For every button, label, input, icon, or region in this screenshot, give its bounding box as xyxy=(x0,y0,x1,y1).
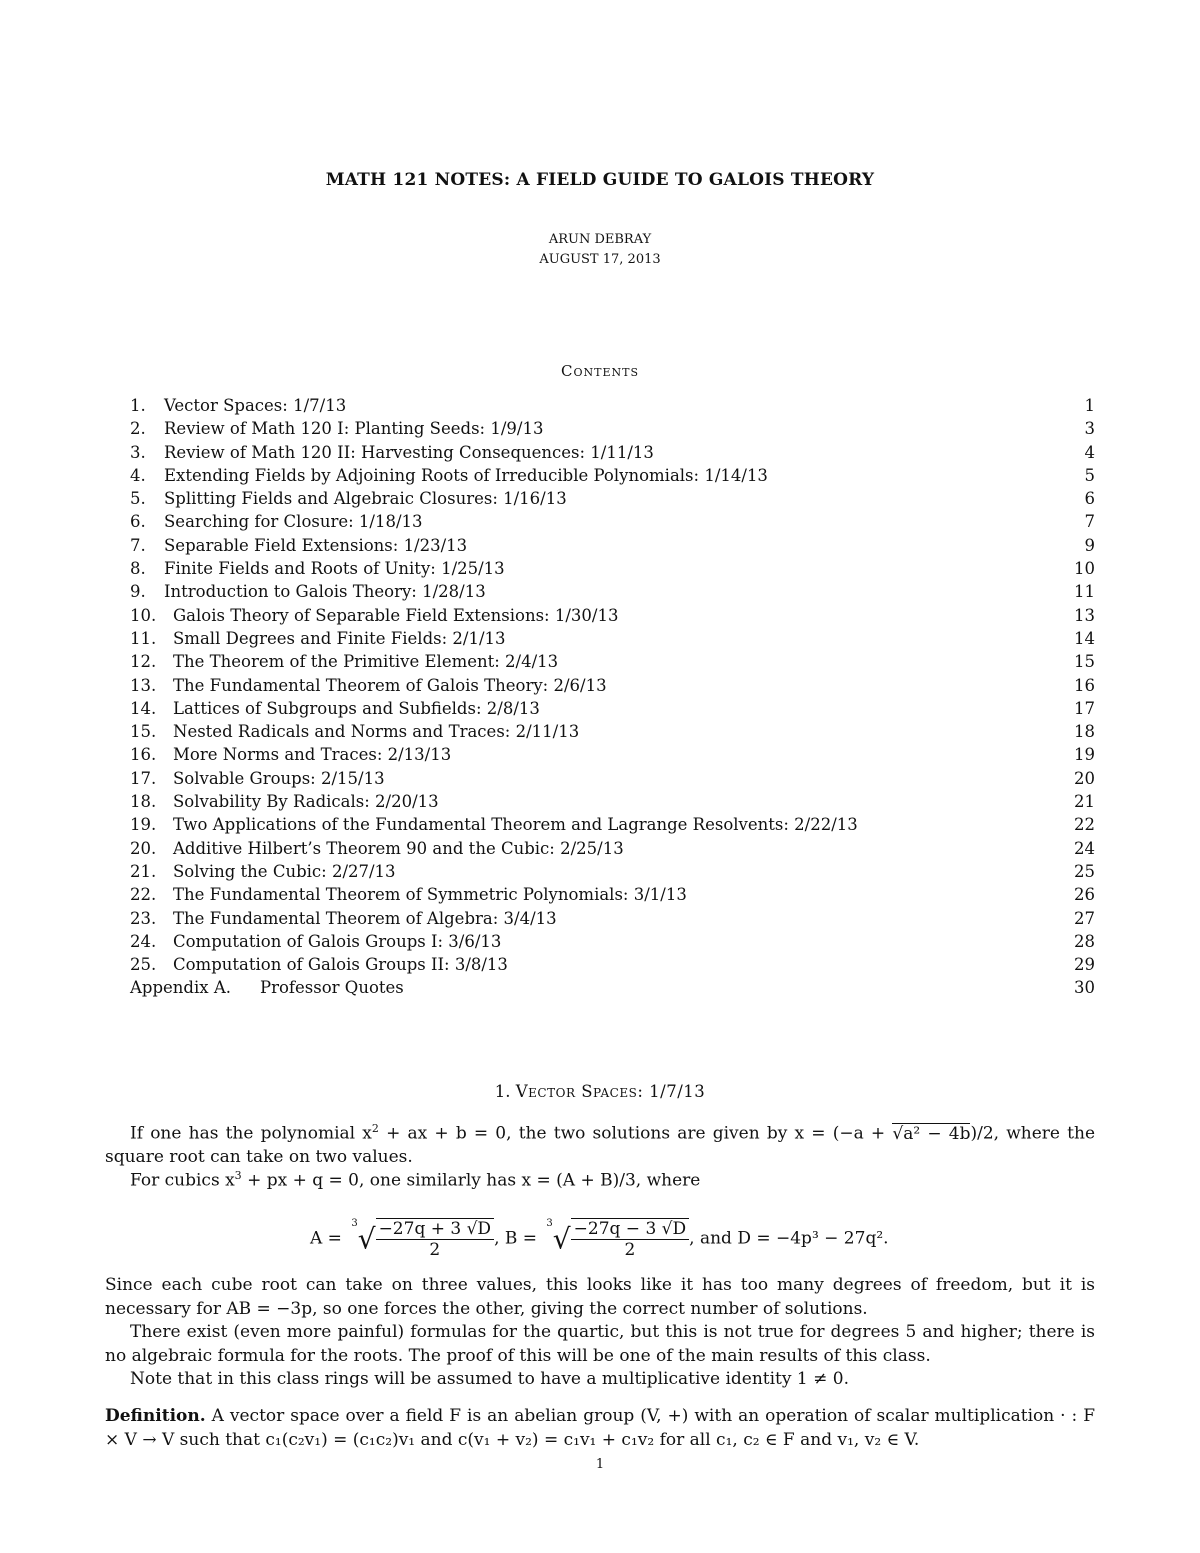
toc-entry[interactable] xyxy=(130,860,1095,883)
toc-entry-title: Splitting Fields and Algebraic Closures: 1/16/13 xyxy=(164,489,567,509)
toc-entry[interactable] xyxy=(130,767,1095,790)
page-number: 1 xyxy=(595,1457,605,1472)
toc-entry-number: 5. xyxy=(130,489,146,509)
toc-entry[interactable] xyxy=(130,907,1095,930)
toc-entry-title: Solvability By Radicals: 2/20/13 xyxy=(173,792,439,812)
toc-entry-page: 6 xyxy=(1084,489,1095,509)
toc-entry-number: 4. xyxy=(130,465,146,485)
author-name: ARUN DEBRAY xyxy=(548,232,652,247)
toc-entry-page: 22 xyxy=(1074,815,1095,835)
toc-entry[interactable] xyxy=(130,604,1095,627)
toc-entry-title: Lattices of Subgroups and Subfields: 2/8/13 xyxy=(173,698,540,718)
toc-entry-title: Additive Hilbert’s Theorem 90 and the Cubic: 2/25/13 xyxy=(173,838,624,858)
document-title: MATH 121 NOTES: A FIELD GUIDE TO GALOIS THEORY xyxy=(325,170,875,190)
toc-entry-page: 11 xyxy=(1074,582,1095,602)
toc-entry-number: 23. xyxy=(130,908,157,928)
toc-entry-page: 29 xyxy=(1074,955,1095,975)
toc-entry-page: 16 xyxy=(1074,675,1095,695)
section-title: Vector Spaces: 1/7/13 xyxy=(515,1082,706,1101)
toc-entry-title: The Fundamental Theorem of Algebra: 3/4/13 xyxy=(173,908,557,928)
toc-entry-title: Galois Theory of Separable Field Extensions: 1/30/13 xyxy=(173,605,619,625)
table-of-contents xyxy=(130,394,1095,1000)
toc-entry-number: 1. xyxy=(130,396,146,415)
toc-entry-page: 19 xyxy=(1074,745,1095,765)
toc-entry-title: Small Degrees and Finite Fields: 2/1/13 xyxy=(173,628,506,648)
toc-entry-title: Searching for Closure: 1/18/13 xyxy=(164,512,423,532)
paragraph-cubic-intro: For cubics $x^3$ + px + q = 0, one similarly has x = (A + B)/3, where xyxy=(130,1169,701,1191)
toc-entry-title: Solving the Cubic: 2/27/13 xyxy=(173,861,396,881)
document-date: AUGUST 17, 2013 xyxy=(539,252,661,267)
toc-entry[interactable] xyxy=(130,464,1095,487)
toc-entry-page: 4 xyxy=(1084,442,1095,462)
toc-entry-title: The Theorem of the Primitive Element: 2/4/13 xyxy=(173,652,559,672)
toc-entry-title: Professor Quotes xyxy=(260,978,404,998)
toc-entry-number: 17. xyxy=(130,768,157,788)
toc-entry[interactable] xyxy=(130,557,1095,580)
toc-entry-page: 21 xyxy=(1074,792,1095,812)
toc-entry-page: 24 xyxy=(1074,838,1095,858)
toc-entry-title: Review of Math 120 I: Planting Seeds: 1/9/13 xyxy=(164,419,544,439)
toc-entry-number: 19. xyxy=(130,815,157,835)
toc-entry[interactable] xyxy=(130,790,1095,813)
toc-entry-number: 2. xyxy=(130,419,146,439)
toc-entry-page: 1 xyxy=(1084,396,1095,415)
toc-entry[interactable] xyxy=(130,953,1095,976)
toc-entry-number: 11. xyxy=(130,628,157,648)
toc-entry-page: 27 xyxy=(1074,908,1095,928)
toc-entry[interactable] xyxy=(130,743,1095,766)
toc-entry[interactable] xyxy=(130,441,1095,464)
toc-entry[interactable] xyxy=(130,534,1095,557)
toc-entry[interactable] xyxy=(130,930,1095,953)
toc-entry-page: 7 xyxy=(1084,512,1095,532)
toc-entry-title: Solvable Groups: 2/15/13 xyxy=(173,768,385,788)
toc-entry-page: 25 xyxy=(1074,861,1095,881)
toc-entry-title: Extending Fields by Adjoining Roots of Irreducible Polynomials: 1/14/13 xyxy=(164,465,768,485)
contents-heading: Contents xyxy=(561,362,639,380)
toc-entry-title: Two Applications of the Fundamental Theorem and Lagrange Resolvents: 2/22/13 xyxy=(173,815,858,835)
toc-entry-title: The Fundamental Theorem of Galois Theory: 2/6/13 xyxy=(173,675,607,695)
toc-entry[interactable] xyxy=(130,627,1095,650)
toc-entry-page: 10 xyxy=(1074,559,1095,579)
toc-entry-title: Finite Fields and Roots of Unity: 1/25/13 xyxy=(164,559,505,579)
toc-entry[interactable] xyxy=(130,417,1095,440)
toc-entry-title: Separable Field Extensions: 1/23/13 xyxy=(164,535,468,555)
toc-entry-title: Introduction to Galois Theory: 1/28/13 xyxy=(164,582,486,602)
toc-entry-title: Nested Radicals and Norms and Traces: 2/11/13 xyxy=(173,722,580,742)
toc-entry-number: 25. xyxy=(130,955,157,975)
toc-entry-number: 6. xyxy=(130,512,146,532)
toc-entry-appendix[interactable] xyxy=(130,976,1095,999)
toc-entry[interactable] xyxy=(130,650,1095,673)
paragraph-ring-identity: Note that in this class rings will be assumed to have a multiplicative identity 1 ≠ 0. xyxy=(130,1369,849,1389)
section-heading xyxy=(0,1082,1200,1101)
toc-entry[interactable] xyxy=(130,674,1095,697)
toc-entry[interactable] xyxy=(130,487,1095,510)
toc-entry-number: 16. xyxy=(130,745,157,765)
toc-entry[interactable] xyxy=(130,394,1095,417)
toc-entry-number: 3. xyxy=(130,442,146,462)
toc-entry[interactable] xyxy=(130,883,1095,906)
toc-entry[interactable] xyxy=(130,580,1095,603)
toc-entry-page: 30 xyxy=(1074,978,1095,998)
toc-entry-title: Vector Spaces: 1/7/13 xyxy=(164,396,347,415)
toc-entry-number: 14. xyxy=(130,698,157,718)
toc-entry-page: 17 xyxy=(1074,698,1095,718)
toc-entry-number: 18. xyxy=(130,792,157,812)
toc-entry[interactable] xyxy=(130,813,1095,836)
paragraph-quartic: There exist (even more painful) formulas for the quartic, but this is not true for degrees 5 and higher; there is no algebraic formula for the roots. The proof of this will be one of the main results of this class. xyxy=(105,1322,1095,1366)
toc-entry-number: 7. xyxy=(130,535,146,555)
toc-entry-number: 13. xyxy=(130,675,157,695)
toc-entry-number: 21. xyxy=(130,861,157,881)
paragraph-degrees-of-freedom: Since each cube root can take on three values, this looks like it has too many degrees of freedom, but it is necessary for AB = −3p, so one forces the other, giving the correct number of solutions. xyxy=(105,1275,1095,1319)
toc-entry-title: More Norms and Traces: 2/13/13 xyxy=(173,745,452,765)
toc-entry-number: 9. xyxy=(130,582,146,602)
toc-entry-page: 26 xyxy=(1074,885,1095,905)
toc-entry[interactable] xyxy=(130,697,1095,720)
toc-entry-page: 9 xyxy=(1084,535,1095,555)
toc-entry-number: 24. xyxy=(130,931,157,951)
toc-entry-number: 15. xyxy=(130,722,157,742)
toc-entry-page: 15 xyxy=(1074,652,1095,672)
toc-entry-title: Review of Math 120 II: Harvesting Consequences: 1/11/13 xyxy=(164,442,654,462)
toc-entry-page: 3 xyxy=(1084,419,1095,439)
toc-entry[interactable] xyxy=(130,510,1095,533)
toc-entry-title: Computation of Galois Groups I: 3/6/13 xyxy=(173,931,502,951)
paragraph-quadratic: If one has the polynomial $x^2$ + ax + b = 0, the two solutions are given by x = (−a + √a² − 4b)/2, where the square root can take on two values. xyxy=(105,1122,1096,1168)
toc-entry-number: 12. xyxy=(130,652,157,672)
toc-entry-number: 20. xyxy=(130,838,157,858)
toc-entry-page: 13 xyxy=(1074,605,1095,625)
toc-entry-title: Computation of Galois Groups II: 3/8/13 xyxy=(173,955,508,975)
toc-entry-number: Appendix A. xyxy=(130,978,231,998)
toc-entry-page: 18 xyxy=(1074,722,1095,742)
toc-entry[interactable] xyxy=(130,720,1095,743)
toc-entry[interactable] xyxy=(130,837,1095,860)
toc-entry-number: 22. xyxy=(130,885,157,905)
definition-vector-space: Definition. A vector space over a field F is an abelian group (V, +) with an operation of scalar multiplication · : F × V → V such that c₁(c₂v₁) = (c₁c₂)v₁ and c(v₁ + v₂) = c₁v₁ + c₁v₂ for all c₁, c₂ ∈ F and v₁, v₂ ∈ V. xyxy=(105,1406,1096,1450)
cubic-formula-equation: A = $^3$√ $\frac{-27q + 3 √D}{2}$ , B = $^3$√ $\frac{-27q - 3 √D}{2}$ , and D = −4p³ − 27q². xyxy=(310,1218,889,1260)
section-number: 1. xyxy=(494,1082,511,1101)
toc-entry-title: The Fundamental Theorem of Symmetric Polynomials: 3/1/13 xyxy=(173,885,687,905)
toc-entry-number: 8. xyxy=(130,559,146,579)
toc-entry-page: 28 xyxy=(1074,931,1095,951)
toc-entry-page: 5 xyxy=(1084,465,1095,485)
toc-entry-number: 10. xyxy=(130,605,157,625)
toc-entry-page: 20 xyxy=(1074,768,1095,788)
toc-entry-page: 14 xyxy=(1074,628,1095,648)
